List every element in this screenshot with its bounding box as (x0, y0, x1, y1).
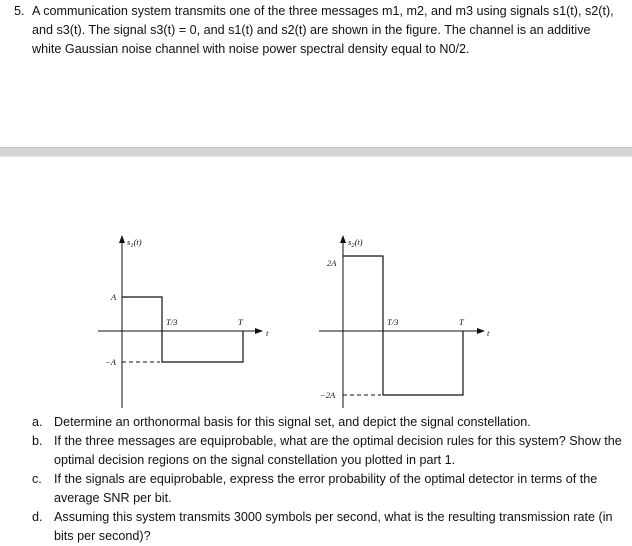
s1-tick-end: T (238, 317, 243, 327)
part-c-text: If the signals are equiprobable, express the error probability of the optimal detector in terms of the average SNR per bit. (54, 472, 598, 505)
s1-level-low: −A (105, 357, 116, 367)
part-c (32, 470, 622, 508)
signal-waveforms-figure (0, 155, 632, 413)
s2-plot (319, 236, 490, 408)
s2-waveform (343, 256, 463, 395)
part-a-label: a. (32, 415, 43, 429)
part-d-text: Assuming this system transmits 3000 symbols per second, what is the resulting transmission rate (in bits per second)? (54, 510, 613, 543)
s2-ylabel: $s_2(t)$ (348, 237, 363, 249)
part-b-text: If the three messages are equiprobable, what are the optimal decision rules for this system? Show the optimal decision regions on the signal constellation you plotted in part 1. (54, 434, 622, 467)
s2-tick-third: T/3 (387, 317, 399, 327)
part-d-label: d. (32, 510, 43, 524)
part-a (32, 413, 622, 432)
s2-level-low: −2A (320, 390, 336, 400)
s1-waveform (122, 297, 243, 362)
question-parts-list (32, 413, 622, 546)
s2-level-high: 2A (327, 258, 337, 268)
part-d (32, 508, 622, 546)
s1-level-high: A (111, 292, 117, 302)
problem-statement (14, 2, 614, 59)
s1-plot (98, 236, 269, 408)
s1-xlabel: t (266, 328, 269, 338)
part-b (32, 432, 622, 470)
part-c-label: c. (32, 472, 42, 486)
problem-number: 5. (14, 4, 25, 18)
s1-ylabel: $s_1(t)$ (127, 237, 142, 249)
s2-tick-end: T (459, 317, 464, 327)
part-b-label: b. (32, 434, 43, 448)
part-a-text: Determine an orthonormal basis for this signal set, and depict the signal constellation. (54, 415, 531, 429)
s2-xlabel: t (487, 328, 490, 338)
s1-tick-third: T/3 (166, 317, 178, 327)
problem-text: A communication system transmits one of the three messages m1, m2, and m3 using signals s1(t), s2(t), and s3(t). The signal s3(t) = 0, and s1(t) and s2(t) are shown in the figure. The channel is an additive white Gaussian noise channel with noise power spectral density equal to N0/2. (32, 4, 614, 56)
